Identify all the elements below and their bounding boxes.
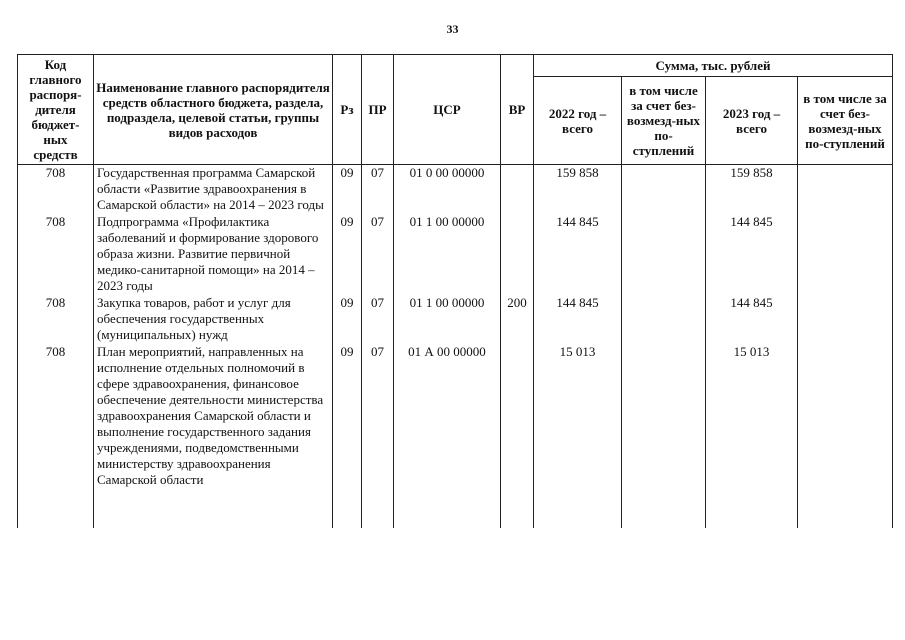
cell-csr: 01 0 00 00000 bbox=[394, 165, 501, 215]
cell-rz: 09 bbox=[333, 344, 362, 528]
cell-2022-total: 159 858 bbox=[534, 165, 622, 215]
cell-pr: 07 bbox=[362, 165, 394, 215]
cell-2023-total: 159 858 bbox=[706, 165, 798, 215]
cell-code: 708 bbox=[18, 295, 94, 344]
cell-vr bbox=[501, 344, 534, 528]
cell-2022-free bbox=[622, 295, 706, 344]
cell-name: Государственная программа Самарской области «Развитие здравоохранения в Самарской области» на 2014 – 2023 годы bbox=[94, 165, 333, 215]
cell-rz: 09 bbox=[333, 165, 362, 215]
cell-name: Закупка товаров, работ и услуг для обеспечения государственных (муниципальных) нужд bbox=[94, 295, 333, 344]
cell-2022-free bbox=[622, 165, 706, 215]
cell-vr bbox=[501, 165, 534, 215]
header-name: Наименование главного распорядителя средств областного бюджета, раздела, подраздела, целевой статьи, группы видов расходов bbox=[94, 55, 333, 165]
cell-code: 708 bbox=[18, 214, 94, 295]
header-csr: ЦСР bbox=[394, 55, 501, 165]
cell-2023-total: 15 013 bbox=[706, 344, 798, 528]
header-2023-total: 2023 год – всего bbox=[706, 77, 798, 165]
header-sum-group: Сумма, тыс. рублей bbox=[534, 55, 893, 77]
cell-2022-free bbox=[622, 344, 706, 528]
cell-2023-total: 144 845 bbox=[706, 214, 798, 295]
header-rz: Рз bbox=[333, 55, 362, 165]
cell-2022-free bbox=[622, 214, 706, 295]
budget-table bbox=[17, 54, 893, 528]
cell-code: 708 bbox=[18, 344, 94, 528]
cell-2023-free bbox=[798, 165, 893, 215]
cell-2022-total: 15 013 bbox=[534, 344, 622, 528]
header-vr: ВР bbox=[501, 55, 534, 165]
header-row-top bbox=[18, 55, 893, 77]
table-row bbox=[18, 214, 893, 295]
cell-2022-total: 144 845 bbox=[534, 295, 622, 344]
cell-csr: 01 1 00 00000 bbox=[394, 214, 501, 295]
cell-rz: 09 bbox=[333, 214, 362, 295]
cell-rz: 09 bbox=[333, 295, 362, 344]
cell-pr: 07 bbox=[362, 295, 394, 344]
header-2022-free: в том числе за счет без-возмезд-ных по-ступлений bbox=[622, 77, 706, 165]
table-row bbox=[18, 295, 893, 344]
page-number: 33 bbox=[446, 22, 459, 36]
cell-csr: 01 А 00 00000 bbox=[394, 344, 501, 528]
cell-2023-free bbox=[798, 344, 893, 528]
cell-vr bbox=[501, 214, 534, 295]
cell-2023-total: 144 845 bbox=[706, 295, 798, 344]
table-row bbox=[18, 344, 893, 528]
cell-2022-total: 144 845 bbox=[534, 214, 622, 295]
header-pr: ПР bbox=[362, 55, 394, 165]
header-2022-total: 2022 год – всего bbox=[534, 77, 622, 165]
cell-2023-free bbox=[798, 214, 893, 295]
header-2023-free: в том числе за счет без-возмезд-ных по-ступлений bbox=[798, 77, 893, 165]
table-row bbox=[18, 165, 893, 215]
cell-pr: 07 bbox=[362, 344, 394, 528]
cell-name: Подпрограмма «Профилактика заболеваний и формирование здорового образа жизни. Развитие первичной медико-санитарной помощи» на 2014 – 2023 годы bbox=[94, 214, 333, 295]
cell-csr: 01 1 00 00000 bbox=[394, 295, 501, 344]
cell-vr: 200 bbox=[501, 295, 534, 344]
cell-pr: 07 bbox=[362, 214, 394, 295]
cell-2023-free bbox=[798, 295, 893, 344]
header-code: Код главного распоря-дителя бюджет-ных средств bbox=[18, 55, 94, 165]
cell-name: План мероприятий, направленных на исполнение отдельных полномочий в сфере здравоохранения, финансовое обеспечение деятельности министерства здравоохранения Самарской области и выполнение государственного задания учреждениями, подведомственными министерству здравоохранения Самарской области bbox=[94, 344, 333, 528]
cell-code: 708 bbox=[18, 165, 94, 215]
